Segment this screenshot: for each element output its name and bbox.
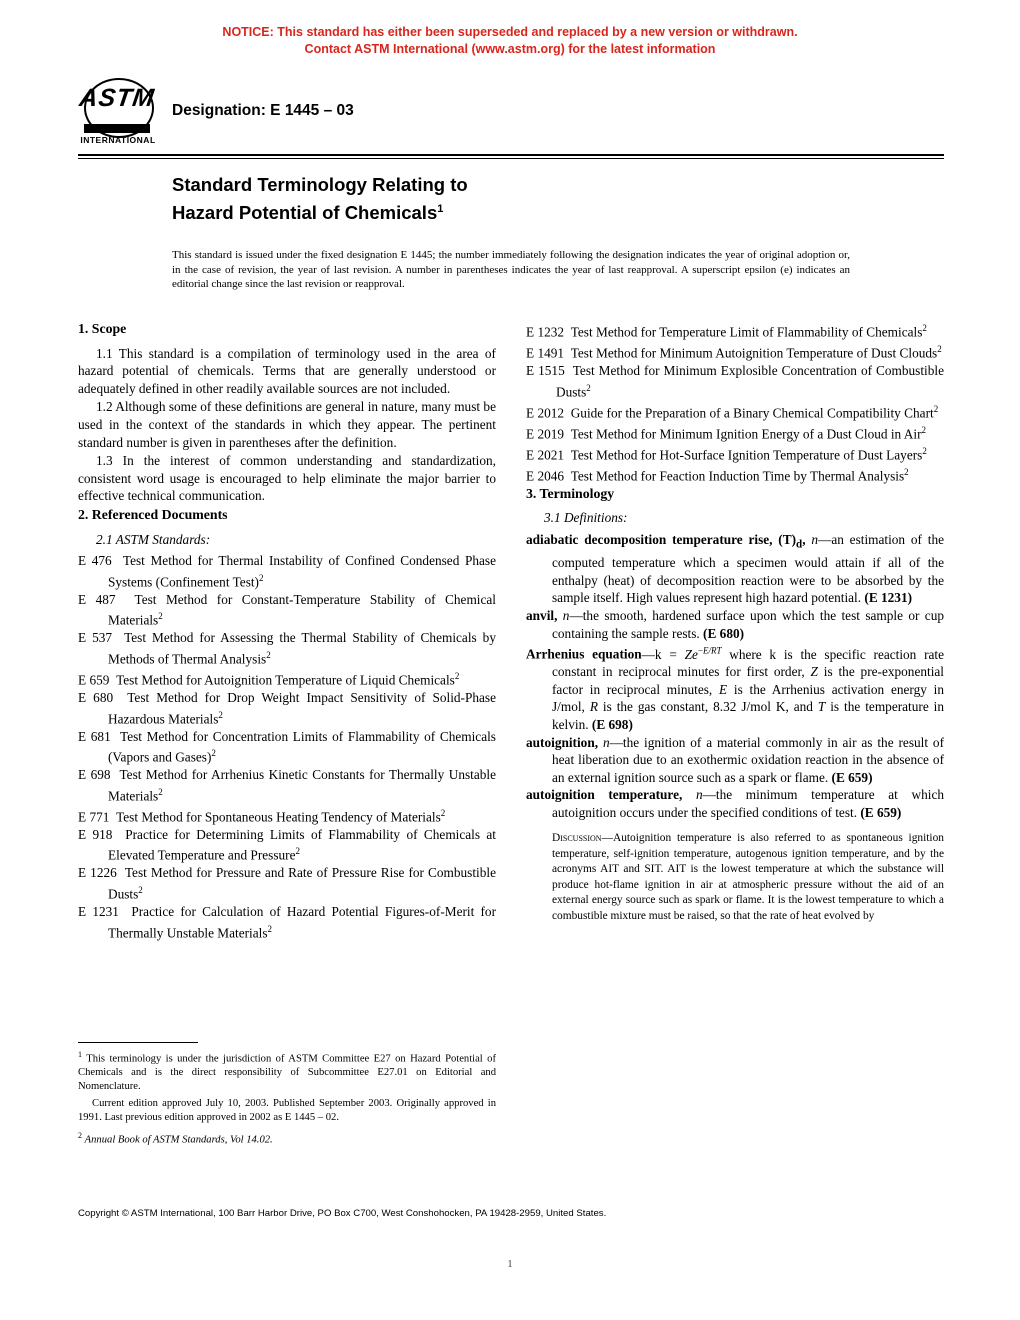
subsection-definitions: 3.1 Definitions: [544, 510, 628, 526]
footnote-2 [78, 1129, 496, 1147]
standard-note-marker: 2 [158, 786, 163, 797]
definition-body: —the smooth, hardened surface upon which the test sample or cup containing the sample rests. [552, 607, 944, 641]
list-item [78, 728, 496, 767]
list-item [526, 320, 944, 341]
header-rule-thin [78, 158, 944, 159]
definition-body: —k = $Ze^{-E/RT}$ where k is the specific reaction rate constant in reciprocal minutes for first order, Z is the pre-exponential factor in reciprocal minutes, E is the Arrhenius activation energy in J/mol, R is the gas constant, 8.32 J/mol K, and T is the temperature in kelvin. [552, 645, 945, 732]
standard-id: E 681 [78, 728, 111, 744]
document-header [0, 78, 1020, 170]
copyright-line: Copyright © ASTM International, 100 Barr Harbor Drive, PO Box C700, West Conshohocken, PA 19428-2959, United States. [78, 1208, 607, 1219]
standard-title: Test Method for Temperature Limit of Flammability of Chemicals [570, 324, 923, 340]
definition-pos: n [562, 607, 570, 623]
standard-id: E 2021 [526, 447, 565, 463]
right-column [526, 320, 944, 924]
section-heading-scope: 1. Scope [78, 321, 127, 336]
definition-entry: adiabatic decomposition temperature rise, $(T)_d$, n—an estimation of the computed temperature which a specimen would attain if all of the enthalpy (heat) of decomposition reaction were to be absorbed by the sample itself. High values represent high hazard potential. (E 1231) [526, 531, 944, 606]
standard-id: E 659 [78, 672, 110, 688]
standard-id: E 1491 [526, 345, 565, 361]
standard-note-marker: 2 [922, 445, 927, 456]
standard-note-marker: 2 [259, 572, 264, 583]
definition-body: —the ignition of a material commonly in air as the result of heat liberation due to an exothermic oxidation reaction in the absence of an external ignition source such as a spark or flame. [552, 734, 944, 785]
list-item [526, 464, 944, 485]
section-heading-referenced-documents: 2. Referenced Documents [78, 506, 228, 522]
designation: Designation: E 1445 – 03 [172, 102, 354, 119]
standard-note-marker: 2 [138, 885, 143, 896]
standard-note-marker: 2 [454, 670, 460, 681]
definition-entry [526, 734, 944, 787]
definition-pos: n [602, 734, 610, 750]
footnote-2-marker: 2 [78, 1130, 82, 1140]
standard-title: Guide for the Preparation of a Binary Chemical Compatibility Chart [570, 405, 934, 421]
list-item [526, 362, 944, 401]
list-item [78, 668, 496, 689]
list-item [78, 552, 496, 591]
logo-bar [84, 124, 150, 133]
definition-term: autoignition, [526, 734, 599, 750]
list-item [78, 864, 496, 903]
definition-pos: n [811, 531, 819, 547]
standard-title: Practice for Determining Limits of Flammability of Chemicals at Elevated Temperature and Pressure [108, 826, 497, 863]
definition-reference: (E 698) [591, 716, 633, 732]
standard-id: E 680 [78, 689, 114, 705]
list-item [78, 629, 496, 668]
header-rule-thick [78, 154, 944, 156]
definition-discussion [526, 831, 944, 923]
standard-title: Test Method for Minimum Ignition Energy of a Dust Cloud in Air [570, 426, 922, 442]
standard-title: Test Method for Concentration Limits of Flammability of Chemicals (Vapors and Gases) [108, 728, 496, 765]
scope-paragraph-2: 1.2 Although some of these definitions are general in nature, many must be used in the context of the standards in which they appear. The pertinent standard number is given in parentheses after the definition. [78, 399, 496, 450]
list-item [526, 401, 944, 422]
definition-reference: (E 1231) [864, 590, 913, 606]
definition-term: anvil, [526, 607, 558, 623]
left-column [78, 320, 496, 942]
standard-note-marker: 2 [218, 709, 223, 720]
standard-title: Test Method for Constant-Temperature Stability of Chemical Materials [108, 591, 496, 628]
astm-logo [78, 78, 164, 150]
standard-id: E 2019 [526, 426, 565, 442]
standard-title: Practice for Calculation of Hazard Potential Figures-of-Merit for Thermally Unstable Materials [108, 904, 496, 941]
page-number: 1 [507, 1258, 513, 1270]
standard-note-marker: 2 [158, 611, 163, 622]
standard-id: E 1226 [78, 865, 117, 881]
standard-id: E 918 [78, 826, 113, 842]
definition-reference: (E 659) [831, 769, 873, 785]
standard-id: E 537 [78, 630, 113, 646]
standard-id: E 1232 [526, 324, 565, 340]
standard-note-marker: 2 [266, 649, 271, 660]
discussion-label: Discussion [552, 832, 602, 845]
standard-note-marker: 2 [904, 466, 909, 477]
standard-title: Test Method for Autoignition Temperature of Liquid Chemicals [116, 672, 455, 688]
footnotes [78, 1048, 496, 1151]
definition-pos: n [695, 787, 703, 803]
standard-note-marker: 2 [295, 846, 300, 857]
scope-paragraph-1: 1.1 This standard is a compilation of terminology used in the area of hazard potential of chemicals. Terms that are generally understood or adequately defined in other readily available sources are not included. [78, 345, 496, 396]
standard-note-marker: 2 [933, 403, 939, 414]
list-item [78, 766, 496, 805]
list-item [78, 805, 496, 826]
footnote-2-text: Annual Book of ASTM Standards, Vol 14.02. [84, 1134, 273, 1146]
list-item [78, 826, 496, 865]
standard-id: E 2046 [526, 468, 565, 484]
definition-term-subscript: d [796, 538, 803, 551]
definition-body: —an estimation of the computed temperature which a specimen would attain if all of the enthalpy (heat) of decomposition reaction were to be absorbed by the sample itself. High values represent high hazard potential. [552, 531, 944, 606]
list-item [78, 689, 496, 728]
discussion-body: —Autoignition temperature is also referred to as spontaneous ignition temperature, self-ignition temperature, autogenous ignition temperature, and by the acronyms AIT and SIT. AIT is the lowest temperature at which the substance will produce hot-flame ignition in air at atmospheric pressure without the aid of an external energy source such as spark or flame. It is the lowest temperature to which a combustible mixture must be raised, so that the rate of heat evolved by [552, 832, 944, 922]
standard-title: Test Method for Assessing the Thermal Stability of Chemicals by Methods of Thermal Analysis [108, 630, 496, 667]
title-line-2: Hazard Potential of Chemicals [172, 202, 438, 224]
list-item [526, 443, 944, 464]
standard-title: Test Method for Thermal Instability of Confined Condensed Phase Systems (Confinement Test) [108, 553, 496, 590]
definition-reference: (E 659) [860, 804, 902, 820]
footnote-1 [78, 1048, 496, 1093]
logo-subtext: INTERNATIONAL [80, 135, 156, 145]
notice-line-2: Contact ASTM International (www.astm.org) for the latest information [304, 42, 716, 56]
title-footnote-marker: 1 [437, 203, 444, 215]
standard-id: E 771 [78, 809, 110, 825]
body-columns [78, 320, 944, 1040]
standard-title: Test Method for Drop Weight Impact Sensitivity of Solid-Phase Hazardous Materials [108, 689, 496, 726]
definition-term: Arrhenius equation [526, 646, 642, 662]
definition-entry [526, 786, 944, 821]
standard-note-marker: 2 [440, 807, 446, 818]
standard-title: Test Method for Arrhenius Kinetic Constants for Thermally Unstable Materials [108, 767, 496, 804]
standard-id: E 487 [78, 591, 116, 607]
standard-title: Test Method for Minimum Explosible Concentration of Combustible Dusts [556, 363, 944, 400]
scope-paragraph-3: 1.3 In the interest of common understanding and standardization, consistent word usage is encouraged to help eliminate the major barrier to effective technical communication. [78, 453, 496, 504]
footnote-1-text: This terminology is under the jurisdiction of ASTM Committee E27 on Hazard Potential of Chemicals and is the direct responsibility of Subcommittee E27.01 on Editorial and Nomenclature. [78, 1053, 496, 1092]
definition-entry [526, 642, 944, 733]
issued-note: This standard is issued under the fixed designation E 1445; the number immediately following the designation indicates the year of original adoption or, in the case of revision, the year of last revision. A number in parentheses indicates the year of last reapproval. A superscript epsilon (e) indicates an editorial change since the last revision or reapproval. [172, 249, 850, 290]
definition-entry [526, 607, 944, 642]
standard-note-marker: 2 [211, 748, 216, 759]
title-line-1: Standard Terminology Relating to [172, 174, 468, 195]
standard-title: Test Method for Pressure and Rate of Pressure Rise for Combustible Dusts [108, 865, 496, 902]
standard-id: E 476 [78, 553, 112, 569]
standard-id: E 1515 [526, 363, 565, 379]
page-title [172, 172, 468, 225]
definition-reference: (E 680) [703, 625, 745, 641]
list-item [526, 422, 944, 443]
subsection-astm-standards: 2.1 ASTM Standards: [96, 531, 211, 547]
standard-note-marker: 2 [921, 424, 926, 435]
logo-wordmark: ASTM [77, 84, 157, 112]
section-heading-terminology: 3. Terminology [526, 485, 615, 501]
standard-title: Test Method for Minimum Autoignition Temperature of Dust Clouds [570, 345, 938, 361]
footnote-current-edition: Current edition approved July 10, 2003. Published September 2003. Originally approved in 1991. Last previous edition approved in 2002 as E 1445 – 02. [78, 1098, 496, 1123]
standard-title: Test Method for Feaction Induction Time by Thermal Analysis [570, 468, 905, 484]
standard-id: E 2012 [526, 405, 565, 421]
list-item [526, 341, 944, 362]
list-item [78, 903, 496, 942]
standard-note-marker: 2 [922, 323, 927, 333]
definition-term: autoignition temperature, [526, 787, 683, 803]
standard-title: Test Method for Spontaneous Heating Tendency of Materials [116, 809, 441, 825]
standard-note-marker: 2 [267, 923, 273, 934]
notice-line-1: NOTICE: This standard has either been superseded and replaced by a new version or withdrawn. [222, 25, 798, 39]
footnote-divider [78, 1042, 198, 1043]
footnote-1-marker: 1 [78, 1050, 82, 1059]
standard-note-marker: 2 [586, 382, 591, 393]
standard-id: E 1231 [78, 904, 119, 920]
standard-note-marker: 2 [937, 344, 942, 355]
list-item [78, 591, 496, 630]
definition-body: —the minimum temperature at which autoignition occurs under the specified conditions of test. [552, 787, 944, 820]
standard-id: E 698 [78, 767, 111, 783]
definition-term: adiabatic decomposition temperature rise, (T) [526, 531, 797, 547]
notice-banner [0, 0, 1020, 58]
standard-title: Test Method for Hot-Surface Ignition Temperature of Dust Layers [570, 447, 923, 463]
